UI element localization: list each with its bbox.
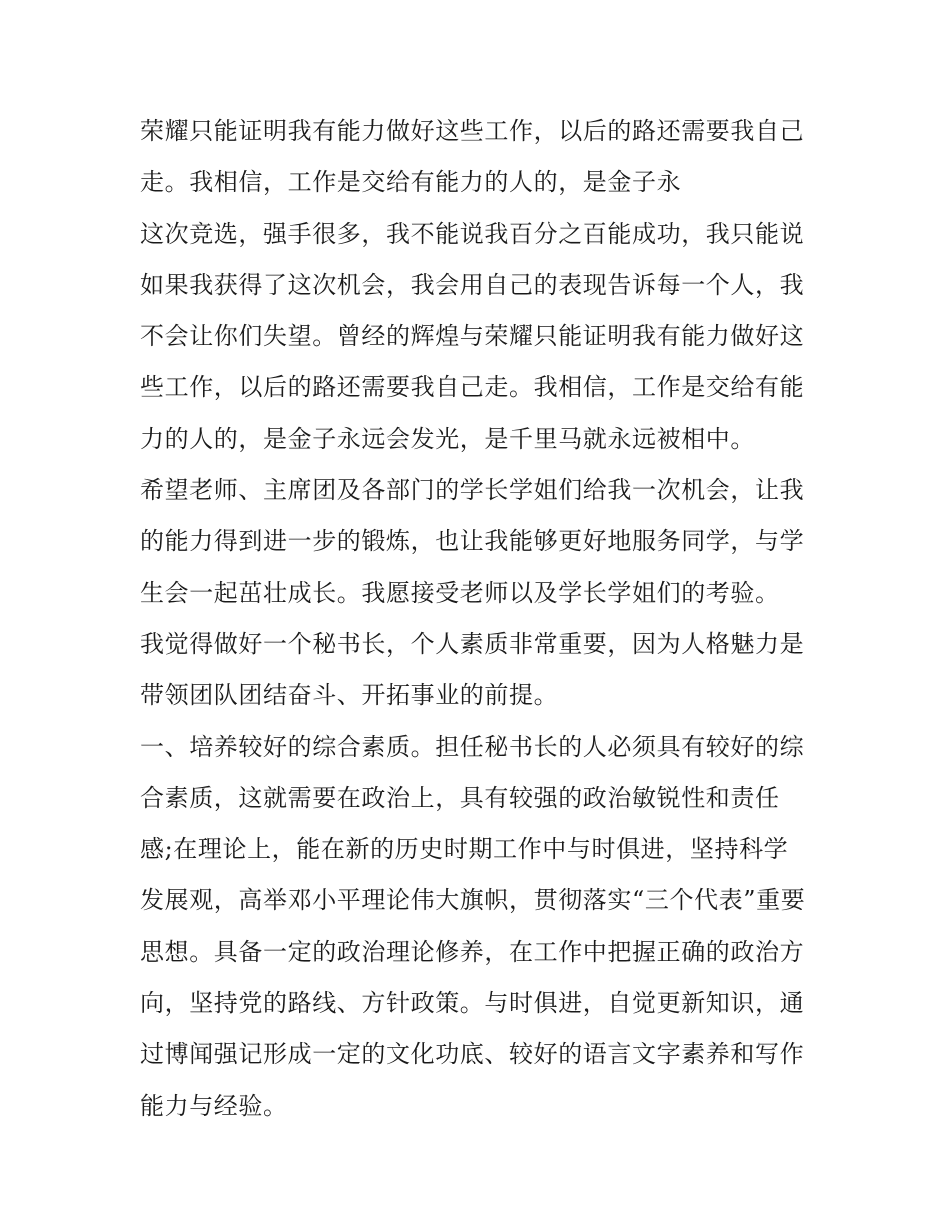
text-line: 些工作，以后的路还需要我自己走。我相信，工作是交给有能 — [140, 373, 805, 402]
text-line: 走。我相信，工作是交给有能力的人的，是金子永 — [140, 168, 682, 197]
text-line: 这次竞选，强手很多，我不能说我百分之百能成功，我只能说 — [140, 219, 805, 248]
text-line: 一、培养较好的综合素质。担任秘书长的人必须具有较好的综 — [140, 732, 805, 761]
text-line: 荣耀只能证明我有能力做好这些工作，以后的路还需要我自己 — [140, 117, 805, 145]
text-line: 我觉得做好一个秘书长，个人素质非常重要，因为人格魅力是 — [140, 629, 805, 658]
text-line: 思想。具备一定的政治理论修养，在工作中把握正确的政治方 — [140, 937, 805, 966]
document-body — [140, 106, 830, 1132]
text-line: 感;在理论上，能在新的历史时期工作中与时俱进，坚持科学 — [140, 835, 789, 864]
text-line: 向，坚持党的路线、方针政策。与时俱进，自觉更新知识，通 — [140, 989, 805, 1018]
text-line: 合素质，这就需要在政治上，具有较强的政治敏锐性和责任 — [140, 783, 780, 812]
text-line: 带领团队团结奋斗、开拓事业的前提。 — [140, 681, 559, 710]
text-line: 的能力得到进一步的锻炼，也让我能够更好地服务同学，与学 — [140, 527, 805, 556]
text-line: 生会一起茁壮成长。我愿接受老师以及学长学姐们的考验。 — [140, 578, 780, 607]
text-line: 能力与经验。 — [140, 1091, 288, 1120]
text-line: 发展观，高举邓小平理论伟大旗帜，贯彻落实“三个代表”重要 — [140, 886, 806, 915]
text-line: 不会让你们失望。曾经的辉煌与荣耀只能证明我有能力做好这 — [140, 322, 805, 351]
text-line: 如果我获得了这次机会，我会用自己的表现告诉每一个人，我 — [140, 270, 805, 299]
text-line: 希望老师、主席团及各部门的学长学姐们给我一次机会，让我 — [140, 476, 805, 505]
text-line: 力的人的，是金子永远会发光，是千里马就永远被相中。 — [140, 424, 755, 453]
text-line: 过博闻强记形成一定的文化功底、较好的语言文字素养和写作 — [140, 1040, 805, 1069]
